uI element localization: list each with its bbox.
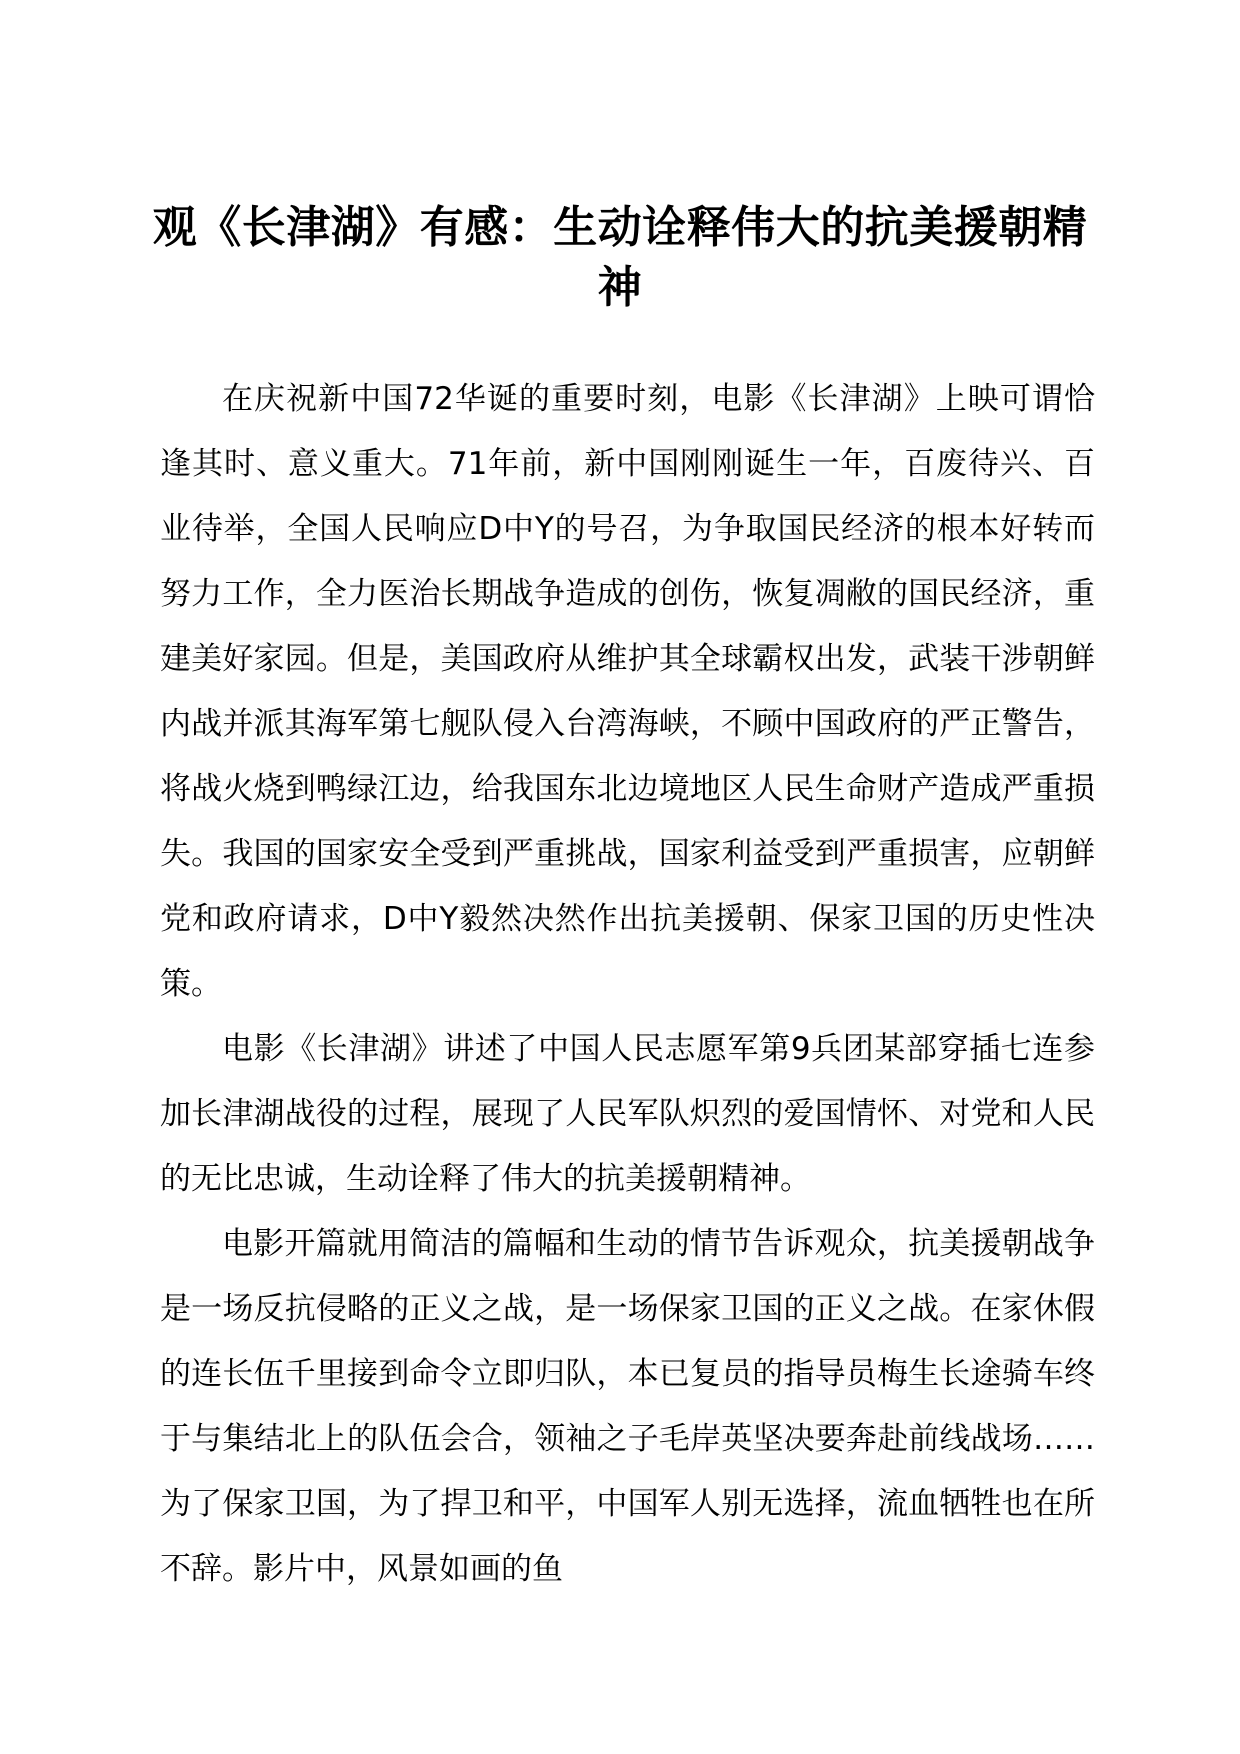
paragraph-3: 电影开篇就用简洁的篇幅和生动的情节告诉观众，抗美援朝战争是一场反抗侵略的正义之战，是一场保家卫国的正义之战。在家休假的连长伍千里接到命令立即归队，本已复员的指导员梅生长途骑车终于与集结北上的队伍会合，领袖之子毛岸英坚决要奔赴前线战场……为了保家卫国，为了捍卫和平，中国军人别无选择，流血牺牲也在所不辞。影片中，风景如画的鱼: [160, 1226, 1095, 1587]
paragraph-1: 在庆祝新中国72华诞的重要时刻，电影《长津湖》上映可谓恰逢其时、意义重大。71年前，新中国刚刚诞生一年，百废待兴、百业待举，全国人民响应D中Y的号召，为争取国民经济的根本好转而努力工作，全力医治长期战争造成的创伤，恢复凋敝的国民经济，重建美好家园。但是，美国政府从维护其全球霸权出发，武装干涉朝鲜内战并派其海军第七舰队侵入台湾海峡，不顾中国政府的严正警告，将战火烧到鸭绿江边，给我国东北边境地区人民生命财产造成严重损失。我国的国家安全受到严重挑战，国家利益受到严重损害，应朝鲜党和政府请求，D中Y毅然决然作出抗美援朝、保家卫国的历史性决策。: [160, 381, 1095, 1002]
paragraph-2: 电影《长津湖》讲述了中国人民志愿军第9兵团某部穿插七连参加长津湖战役的过程，展现了人民军队炽烈的爱国情怀、对党和人民的无比忠诚，生动诠释了伟大的抗美援朝精神。: [160, 1031, 1095, 1197]
document-title: 观《长津湖》有感：生动诠释伟大的抗美援朝精神: [152, 202, 1088, 313]
document-body: [160, 367, 1095, 1602]
